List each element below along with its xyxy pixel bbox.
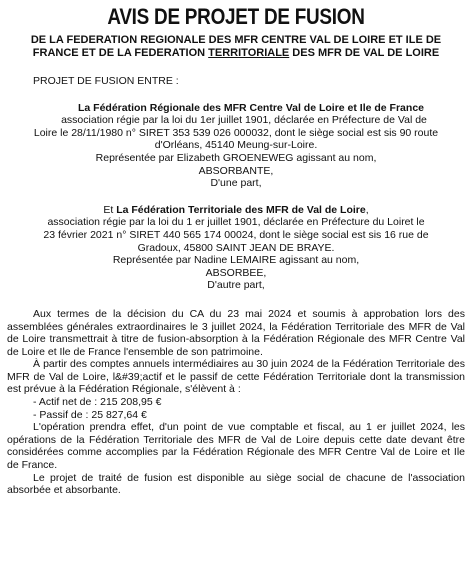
paragraph-accounts: À partir des comptes annuels intermédiaires au 30 juin 2024 de la Fédération Territoriale des MFR de Val de Loire, l&#39;actif et le passif de cette Fédération Territoriale dont la transmission est prévue à la Fédération Régionale, s'élèvent à :: [7, 358, 465, 396]
notice-title: AVIS DE PROJET DE FUSION: [107, 4, 365, 29]
notice-subtitle: [7, 34, 465, 59]
party2-suffix: ,: [365, 203, 369, 216]
party-absorbing: [7, 102, 465, 190]
party2-line3: Gradoux, 45800 SAINT JEAN DE BRAYE.: [137, 241, 335, 254]
party-absorbed: [7, 204, 465, 292]
party2-line2: 23 février 2021 n° SIRET 440 565 174 00024, dont le siège social est sis 16 rue de: [43, 228, 429, 241]
party1-representative: Représentée par Elizabeth GROENEWEG agissant au nom,: [95, 151, 377, 164]
subtitle-line-2-underlined: TERRITORIALE: [208, 46, 290, 59]
party1-name: La Fédération Régionale des MFR Centre Val de Loire et Ile de France: [77, 101, 424, 114]
party2-representative: Représentée par Nadine LEMAIRE agissant au nom,: [112, 254, 360, 267]
party1-line1: association régie par la loi du 1er juillet 1901, déclarée en Préfecture de Val de: [61, 114, 427, 127]
party2-line1: association régie par la loi du 1 er juillet 1901, déclarée en Préfecture du Loiret le: [47, 216, 425, 229]
assets-list: [7, 396, 465, 421]
notice-body: [7, 308, 465, 497]
paragraph-decision: Aux termes de la décision du CA du 23 mai 2024 et soumis à approbation lors des assemblées générales extraordinaires le 3 juillet 2024, la Fédération Territoriale des MFR de Val de Loire transmettrait à titre de fusion-absorption à la Fédération Régionale des MFR Centre Val de Loire et Ile de France l'ensemble de son patrimoine.: [7, 307, 465, 358]
party1-part: D'une part,: [210, 177, 262, 190]
paragraph-availability: Le projet de traité de fusion est disponible au siège social de chacune de l'association absorbée et absorbante.: [7, 471, 465, 497]
party2-part: D'autre part,: [207, 279, 265, 292]
party1-line3: d'Orléans, 45140 Meung-sur-Loire.: [154, 139, 318, 152]
subtitle-line-1: DE LA FEDERATION REGIONALE DES MFR CENTRE VAL DE LOIRE ET ILE DE: [30, 34, 442, 46]
party2-name: La Fédération Territoriale des MFR de Val de Loire: [116, 203, 366, 216]
intro-text: PROJET DE FUSION ENTRE :: [33, 75, 179, 87]
party2-heading: [7, 204, 465, 217]
party1-role: ABSORBANTE,: [198, 164, 274, 177]
party2-prefix: Et: [103, 203, 117, 216]
liabilities: - Passif de : 25 827,64 €: [33, 408, 147, 421]
paragraph-effective-date: L'opération prendra effet, d'un point de vue comptable et fiscal, au 1 er juillet 2024, les opérations de la Fédération Territoriale des MFR de Val de Loire depuis cette date devant être considérées comme accomplies par la Fédération Régionale des MFR Centre Val de Loire et Ile de France.: [7, 421, 465, 472]
party2-role: ABSORBEE,: [205, 266, 267, 279]
net-assets: - Actif net de : 215 208,95 €: [33, 396, 162, 409]
subtitle-line-2-part-a: FRANCE ET DE LA FEDERATION: [32, 46, 209, 59]
party1-line2: Loire le 28/11/1980 n° SIRET 353 539 026 000032, dont le siège social est sis 90 route: [33, 126, 439, 139]
subtitle-line-2: [7, 47, 465, 60]
subtitle-line-2-part-c: DES MFR DE VAL DE LOIRE: [289, 46, 440, 59]
